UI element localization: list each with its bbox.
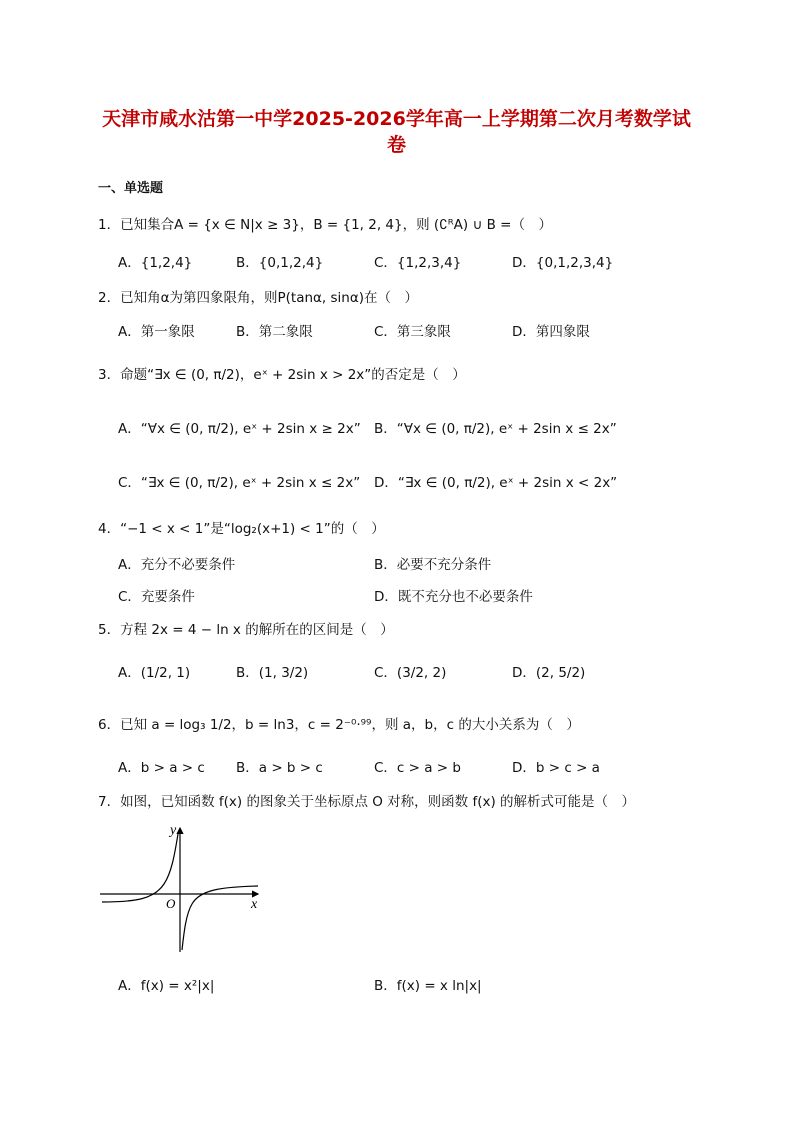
y-axis-label: y bbox=[170, 823, 177, 838]
document-title-line2: 卷 bbox=[386, 134, 406, 156]
question-2-option-b: B．第二象限 bbox=[236, 324, 313, 340]
question-3-option-d: D．“∃x ∈ (0, π/2), eˣ + 2sin x < 2x” bbox=[374, 475, 618, 491]
question-5-option-b: B．(1, 3/2) bbox=[236, 665, 309, 681]
question-3-stem: 3．命题“∃x ∈ (0, π/2)，eˣ + 2sin x > 2x”的否定是（ ） bbox=[98, 367, 466, 383]
question-6-option-c: C．c > a > b bbox=[374, 760, 461, 776]
question-2-option-d: D．第四象限 bbox=[512, 324, 590, 340]
curve-right-branch bbox=[182, 886, 258, 950]
curve-left-branch bbox=[102, 834, 178, 902]
question-1-option-d: D．{0,1,2,3,4} bbox=[512, 255, 614, 271]
question-3-option-b: B．“∀x ∈ (0, π/2), eˣ + 2sin x ≤ 2x” bbox=[374, 421, 617, 437]
question-5-stem: 5．方程 2x = 4 − ln x 的解所在的区间是（ ） bbox=[98, 622, 394, 638]
question-4-option-c: C．充要条件 bbox=[118, 589, 195, 605]
question-1-stem: 1．已知集合A = {x ∈ N|x ≥ 3}，B = {1, 2, 4}，则 (∁ᴿA) ∪ B =（ ） bbox=[98, 217, 552, 233]
question-2-option-c: C．第三象限 bbox=[374, 324, 451, 340]
question-6-option-b: B．a > b > c bbox=[236, 760, 323, 776]
question-5-option-a: A．(1/2, 1) bbox=[118, 665, 191, 681]
question-2-option-a: A．第一象限 bbox=[118, 324, 195, 340]
question-4-stem: 4．“−1 < x < 1”是“log₂(x+1) < 1”的（ ） bbox=[98, 521, 385, 537]
question-7-option-a: A．f(x) = x²|x| bbox=[118, 978, 215, 994]
question-4-option-a: A．充分不必要条件 bbox=[118, 557, 236, 573]
function-graph bbox=[96, 822, 266, 957]
origin-label: O bbox=[166, 896, 176, 911]
question-1-option-b: B．{0,1,2,4} bbox=[236, 255, 324, 271]
question-5-option-d: D．(2, 5/2) bbox=[512, 665, 586, 681]
question-5-option-c: C．(3/2, 2) bbox=[374, 665, 447, 681]
question-6-option-d: D．b > c > a bbox=[512, 760, 600, 776]
question-2-stem: 2．已知角α为第四象限角，则P(tanα, sinα)在（ ） bbox=[98, 290, 419, 306]
question-3-option-c: C．“∃x ∈ (0, π/2), eˣ + 2sin x ≤ 2x” bbox=[118, 475, 361, 491]
question-1-option-a: A．{1,2,4} bbox=[118, 255, 193, 271]
question-4-option-b: B．必要不充分条件 bbox=[374, 557, 492, 573]
question-1-option-c: C．{1,2,3,4} bbox=[374, 255, 462, 271]
question-6-option-a: A．b > a > c bbox=[118, 760, 205, 776]
question-4-option-d: D．既不充分也不必要条件 bbox=[374, 589, 533, 605]
section-heading: 一、单选题 bbox=[98, 181, 164, 196]
question-6-stem: 6．已知 a = log₃ 1/2，b = ln3，c = 2⁻⁰·⁹⁹，则 a，b，c 的大小关系为（ ） bbox=[98, 717, 580, 733]
question-7-stem: 7．如图，已知函数 f(x) 的图象关于坐标原点 O 对称，则函数 f(x) 的解析式可能是（ ） bbox=[98, 794, 636, 810]
question-3-option-a: A．“∀x ∈ (0, π/2), eˣ + 2sin x ≥ 2x” bbox=[118, 421, 361, 437]
x-axis-label: x bbox=[251, 897, 258, 912]
question-7-option-b: B．f(x) = x ln|x| bbox=[374, 978, 482, 994]
document-title-line1: 天津市咸水沽第一中学2025-2026学年高一上学期第二次月考数学试 bbox=[102, 108, 691, 130]
